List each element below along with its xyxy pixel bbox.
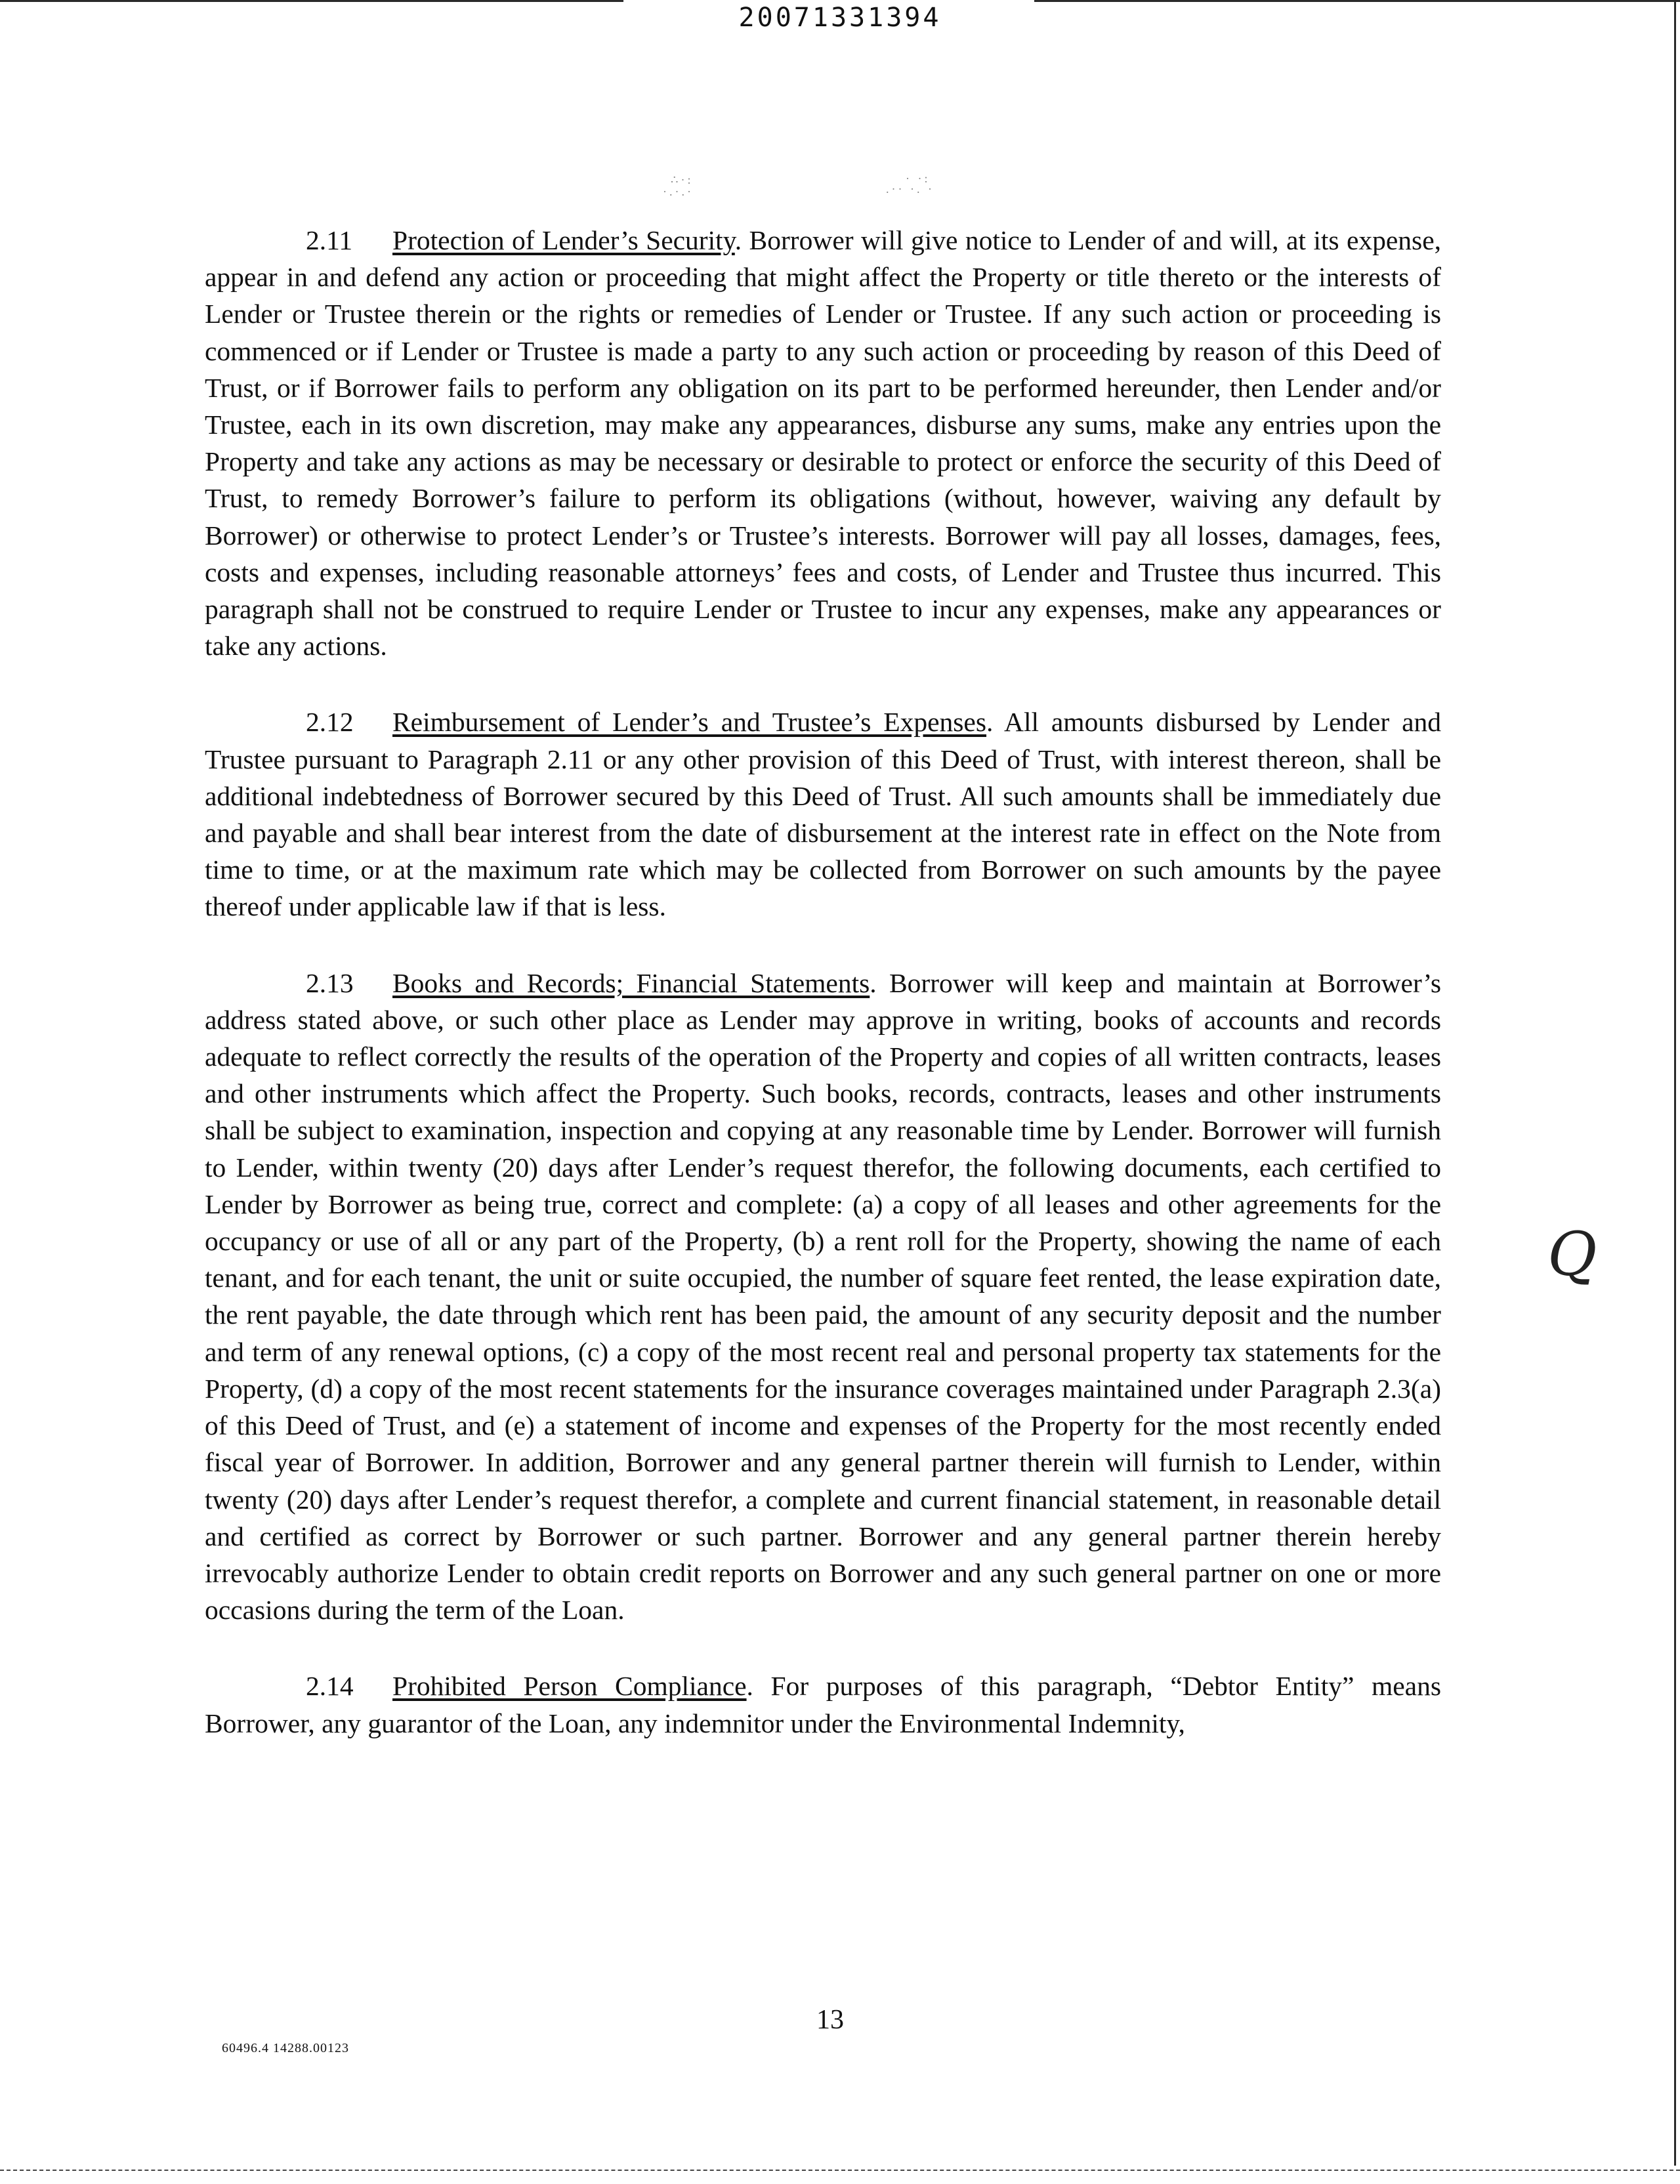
paragraph-number: 2.12 <box>306 707 354 738</box>
page-number: 13 <box>816 2005 844 2035</box>
scan-border-top-left <box>0 0 623 2</box>
paragraph-number: 2.11 <box>306 225 353 255</box>
footer-document-code: 60496.4 14288.00123 <box>222 2041 349 2055</box>
scan-border-right <box>1674 0 1676 2166</box>
document-body <box>205 222 1441 1781</box>
paragraph-text: Borrower will keep and maintain at Borrower’s address stated above, or such other place as Lender may approve in writing, books of accounts and records adequate to reflect correctly the results of the operation of the Property and copies of all written contracts, leases and other instruments which affect the Property. Such books, records, contracts, leases and other instruments shall be subject to examination, inspection and copying at any reasonable time by Lender. Borrower will furnish to Lender, within twenty (20) days after Lender’s request therefor, the following documents, each certified to Lender by Borrower as being true, correct and complete: (a) a copy of all leases and other agreements for the occupancy or use of all or any part of the Property, (b) a rent roll for the Property, showing the name of each tenant, and for each tenant, the unit or suite occupied, the number of square feet rented, the lease expiration date, the rent payable, the date through which rent has been paid, the amount of any security deposit and the number and term of any renewal options, (c) a copy of the most recent real and personal property tax statements for the Property, (d) a copy of the most recent statements for the insurance coverages maintained under Paragraph 2.3(a) of this Deed of Trust, and (e) a statement of income and expenses of the Property for the most recently ended fiscal year of Borrower. In addition, Borrower and any general partner therein will furnish to Lender, within twenty (20) days after Lender’s request therefor, a complete and current financial statement, in reasonable detail and certified as correct by Borrower or such partner. Borrower and any general partner therein hereby irrevocably authorize Lender to obtain credit reports on Borrower and any such general partner on one or more occasions during the term of the Loan. <box>205 967 1442 1626</box>
paragraph-text: Borrower will give notice to Lender of and will, at its expense, appear in and defend any action or proceeding that might affect the Property or title thereto or the interests of Lender or Trustee therein or the rights or remedies of Lender or Trustee. If any such action or proceeding is commenced or if Lender or Trustee is made a party to any such action or proceeding by reason of this Deed of Trust, or if Borrower fails to perform any obligation on its part to be performed hereunder, then Lender and/or Trustee, each in its own discretion, may make any appearances, disburse any sums, make any entries upon the Property and take any actions as may be necessary or desirable to protect or enforce the security of this Deed of Trust, to remedy Borrower’s failure to perform its obligations (without, however, waiving any default by Borrower) or otherwise to protect Lender’s or Trustee’s interests. Borrower will pay all losses, damages, fees, costs and expenses, including reasonable attorneys’ fees and costs, of Lender and Trustee thus incurred. This paragraph shall not be construed to require Lender or Trustee to incur any expenses, make any appearances or take any actions. <box>205 225 1441 662</box>
paragraph-text: All amounts disbursed by Lender and Trustee pursuant to Paragraph 2.11 or any other provision of this Deed of Trust, with interest thereon, shall be additional indebtedness of Borrower secured by this Deed of Trust. All such amounts shall be immediately due and payable and shall bear interest from the date of disbursement at the interest rate in effect on the Note from time to time, or at the maximum rate which may be collected from Borrower on such amounts by the payee thereof under applicable law if that is less. <box>205 707 1441 922</box>
paragraph-heading: Books and Records; Financial Statements <box>392 967 870 998</box>
scan-border-top-right <box>1034 0 1680 2</box>
handwritten-initial: Q <box>1547 1219 1597 1290</box>
paragraph-heading: Protection of Lender’s Security <box>392 225 735 255</box>
paragraph-text: For purposes of this paragraph, “Debtor Entity” means Borrower, any guarantor of the Loan, any indemnitor under the Environmental Indemnity, <box>205 1671 1441 1738</box>
paragraph-heading: Prohibited Person Compliance <box>392 1671 747 1702</box>
paragraph-2-11: 2.11 Protection of Lender’s Security. Borrower will give notice to Lender of and will, at its expense, appear in and defend any action or proceeding that might affect the Property or title thereto or the interests of Lender or Trustee therein or the rights or remedies of Lender or Trustee. If any such action or proceeding is commenced or if Lender or Trustee is made a party to any such action or proceeding by reason of this Deed of Trust, or if Borrower fails to perform any obligation on its part to be performed hereunder, then Lender and/or Trustee, each in its own discretion, may make any appearances, disburse any sums, make any entries upon the Property and take any actions as may be necessary or desirable to protect or enforce the security of this Deed of Trust, to remedy Borrower’s failure to perform its obligations (without, however, waiving any default by Borrower) or otherwise to protect Lender’s or Trustee’s interests. Borrower will pay all losses, damages, fees, costs and expenses, including reasonable attorneys’ fees and costs, of Lender and Trustee thus incurred. This paragraph shall not be construed to require Lender or Trustee to incur any expenses, make any appearances or take any actions. <box>205 222 1441 664</box>
paragraph-2-12: 2.12 Reimbursement of Lender’s and Trustee’s Expenses. All amounts disbursed by Lender and Trustee pursuant to Paragraph 2.11 or any other provision of this Deed of Trust, with interest thereon, shall be additional indebtedness of Borrower secured by this Deed of Trust. All such amounts shall be immediately due and payable and shall bear interest from the date of disbursement at the interest rate in effect on the Note from time to time, or at the maximum rate which may be collected from Borrower on such amounts by the payee thereof under applicable law if that is less. <box>205 704 1441 925</box>
scan-specks: ∴·: ·.·.· · ·: .·· ·. · <box>663 172 934 198</box>
paragraph-number: 2.13 <box>306 967 354 998</box>
paragraph-2-14: 2.14 Prohibited Person Compliance. For purposes of this paragraph, “Debtor Entity” means Borrower, any guarantor of the Loan, any indemnitor under the Environmental Indemnity, <box>205 1668 1441 1741</box>
scan-border-bottom <box>0 2170 1680 2172</box>
document-id: 20071331394 <box>738 3 942 33</box>
paragraph-number: 2.14 <box>306 1671 354 1702</box>
paragraph-heading: Reimbursement of Lender’s and Trustee’s Expenses <box>392 707 987 738</box>
paragraph-2-13: 2.13 Books and Records; Financial Statements. Borrower will keep and maintain at Borrower’s address stated above, or such other place as Lender may approve in writing, books of accounts and records adequate to reflect correctly the results of the operation of the Property and copies of all written contracts, leases and other instruments which affect the Property. Such books, records, contracts, leases and other instruments shall be subject to examination, inspection and copying at any reasonable time by Lender. Borrower will furnish to Lender, within twenty (20) days after Lender’s request therefor, the following documents, each certified to Lender by Borrower as being true, correct and complete: (a) a copy of all leases and other agreements for the occupancy or use of all or any part of the Property, (b) a rent roll for the Property, showing the name of each tenant, and for each tenant, the unit or suite occupied, the number of square feet rented, the lease expiration date, the rent payable, the date through which rent has been paid, the amount of any security deposit and the number and term of any renewal options, (c) a copy of the most recent real and personal property tax statements for the Property, (d) a copy of the most recent statements for the insurance coverages maintained under Paragraph 2.3(a) of this Deed of Trust, and (e) a statement of income and expenses of the Property for the most recently ended fiscal year of Borrower. In addition, Borrower and any general partner therein will furnish to Lender, within twenty (20) days after Lender’s request therefor, a complete and current financial statement, in reasonable detail and certified as correct by Borrower or such partner. Borrower and any general partner therein hereby irrevocably authorize Lender to obtain credit reports on Borrower and any such general partner on one or more occasions during the term of the Loan. <box>205 965 1441 1629</box>
